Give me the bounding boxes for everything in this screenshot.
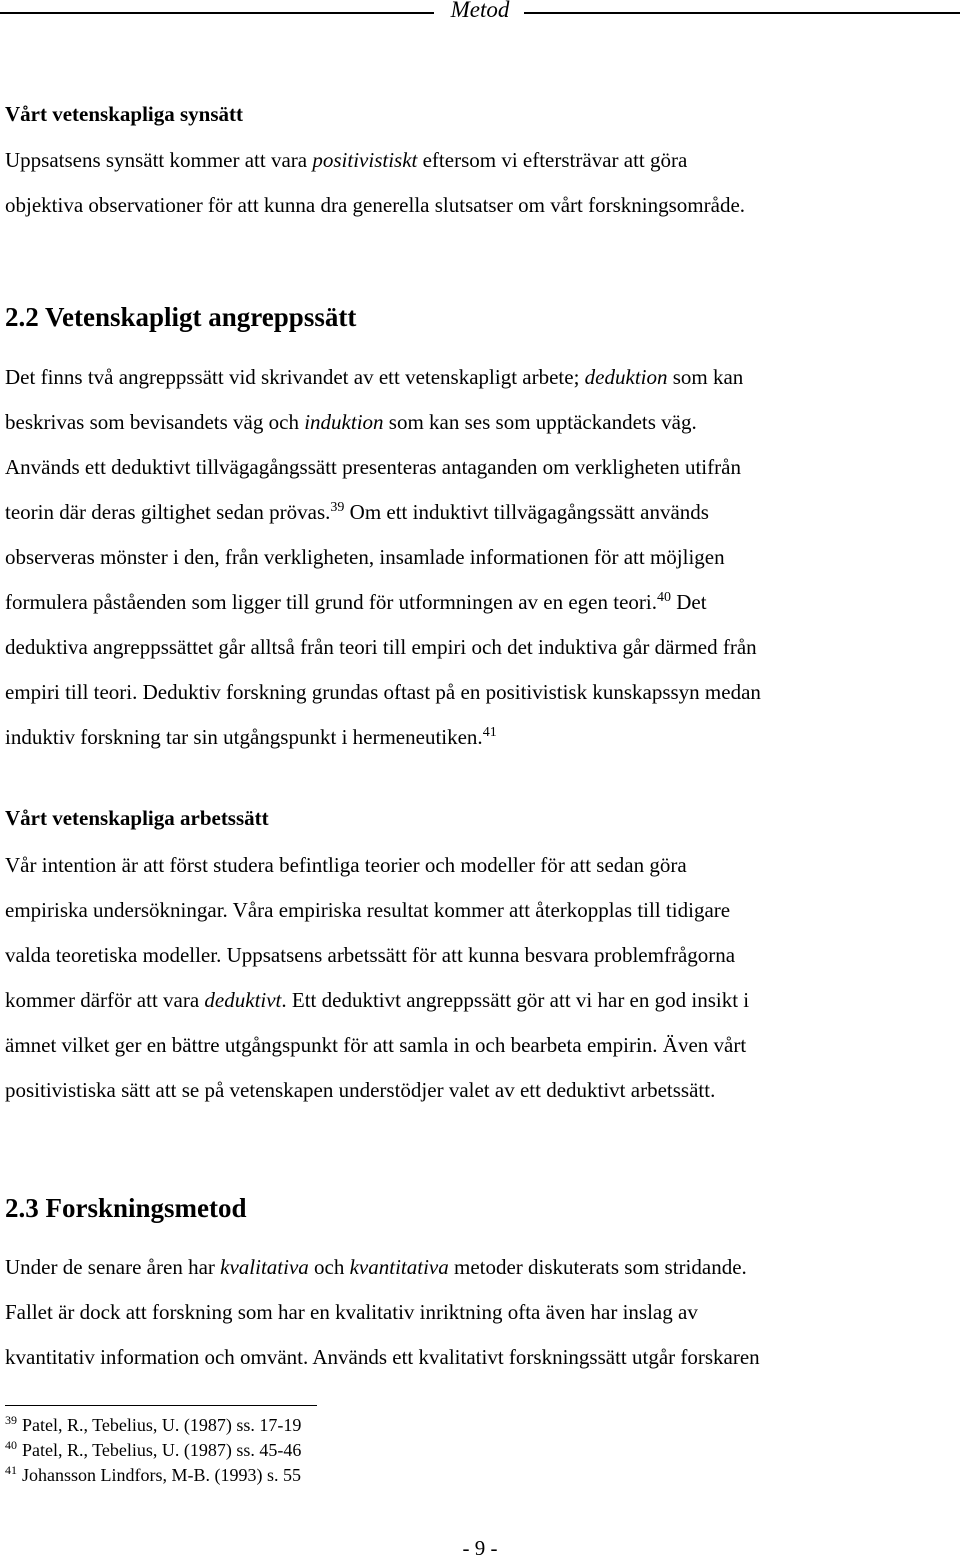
footnote-40: $^{40}$ Patel, R., Tebelius, U. (1987) ss. 45-46 [5, 1438, 302, 1460]
text-line: deduktiva angreppssättet går alltså från teori till empiri och det induktiva går därmed från [5, 635, 757, 659]
text-line: Fallet är dock att forskning som har en kvalitativ inriktning ofta även har inslag av [5, 1300, 698, 1324]
text-line: observeras mönster i den, från verkligheten, insamlade informationen för att möjligen [5, 545, 725, 569]
header-title: Metod [450, 0, 510, 22]
footnote-41: $^{41}$ Johansson Lindfors, M-B. (1993) s. 55 [5, 1463, 301, 1485]
footnote-ref-41: 41 [482, 725, 497, 740]
text-line: Uppsatsens synsätt kommer att vara positivistiskt eftersom vi eftersträvar att göra [5, 148, 688, 172]
text-line: positivistiska sätt att se på vetenskapen understödjer valet av ett deduktivt arbetssätt. [5, 1078, 716, 1102]
paragraph-forskningsmetod [5, 1245, 955, 1380]
text-line: Används ett deduktivt tillvägagångssätt presenteras antaganden om verkligheten utifrån [5, 455, 741, 479]
text-line: kvantitativ information och omvänt. Används ett kvalitativt forskningssätt utgår forskaren [5, 1345, 760, 1369]
text-line: empiriska undersökningar. Våra empiriska resultat kommer att återkopplas till tidigare [5, 898, 731, 922]
footnotes [5, 1413, 301, 1488]
paragraph-angreppssatt [5, 355, 955, 760]
text-line: Under de senare åren har kvalitativa och kvantitativa metoder diskuterats som stridande. [5, 1255, 747, 1279]
section-heading-synsatt: Vårt vetenskapliga synsätt [5, 102, 244, 126]
text-line: induktiv forskning tar sin utgångspunkt i hermeneutiken.$^{41}$ [5, 725, 497, 749]
header-rule-left [0, 12, 434, 14]
footnote-separator [5, 1405, 317, 1406]
text-line: objektiva observationer för att kunna dra generella slutsatser om vårt forskningsområde. [5, 193, 746, 217]
footnote-ref-40: 40 [656, 590, 671, 605]
text-line: valda teoretiska modeller. Uppsatsens arbetssätt för att kunna besvara problemfrågorna [5, 943, 736, 967]
footnote-ref-39: 39 [330, 500, 345, 515]
text-line: ämnet vilket ger en bättre utgångspunkt för att samla in och bearbeta empirin. Även vårt [5, 1033, 747, 1057]
page-number: - 9 - [462, 1536, 498, 1560]
header-rule-right [524, 12, 960, 14]
section-heading-2-2: 2.2 Vetenskapligt angreppssätt [5, 302, 357, 332]
page-header [0, 0, 960, 26]
text-line: teorin där deras giltighet sedan prövas.$^{39}$ Om ett induktivt tillvägagångssätt används [5, 500, 709, 524]
text-line: formulera påståenden som ligger till grund för utformningen av en egen teori.$^{40}$ Det [5, 590, 707, 614]
text-line: empiri till teori. Deduktiv forskning grundas oftast på en positivistisk kunskapssyn medan [5, 680, 761, 704]
paragraph-arbetssatt [5, 843, 955, 1113]
section-heading-2-3: 2.3 Forskningsmetod [5, 1193, 247, 1223]
text-line: Vår intention är att först studera befintliga teorier och modeller för att sedan göra [5, 853, 687, 877]
text-line: kommer därför att vara deduktivt. Ett deduktivt angreppssätt gör att vi har en god insikt i [5, 988, 750, 1012]
footnote-39: $^{39}$ Patel, R., Tebelius, U. (1987) ss. 17-19 [5, 1413, 302, 1435]
paragraph-synsatt [5, 138, 955, 228]
text-line: Det finns två angreppssätt vid skrivandet av ett vetenskapligt arbete; deduktion som kan [5, 365, 744, 389]
section-heading-arbetssatt: Vårt vetenskapliga arbetssätt [5, 806, 269, 830]
text-line: beskrivas som bevisandets väg och induktion som kan ses som upptäckandets väg. [5, 410, 697, 434]
